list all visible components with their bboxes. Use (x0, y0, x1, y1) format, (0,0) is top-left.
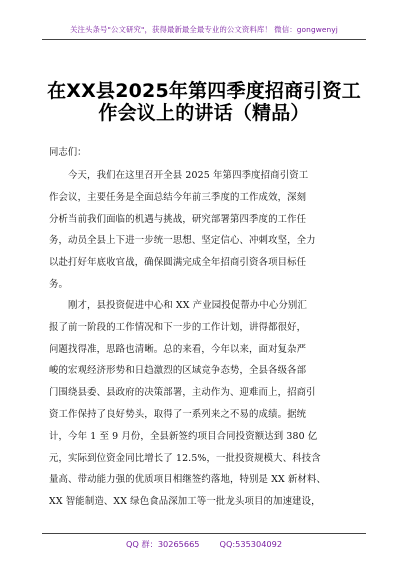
paragraph-line: 务，动员全县上下进一步统一思想、坚定信心、冲刺攻坚，全力 (49, 235, 316, 247)
footer-divider (42, 533, 366, 534)
document-title (40, 80, 368, 124)
paragraph-line: 务。 (49, 278, 69, 290)
paragraph-line: 报了前一阶段的工作情况和下一步的工作计划，讲得都很好， (49, 321, 307, 333)
paragraph-line: 分析当前我们面临的机遇与挑战，研究部署第四季度的工作任 (49, 213, 307, 225)
paragraph-line: 今天，我们在这里召开全县 2025 年第四季度招商引资工 (68, 170, 309, 181)
footer-contacts (0, 539, 408, 550)
document-title-line: 在XX县2025年第四季度招商引资工 (47, 80, 361, 102)
paragraph-line: XX 智能制造、XX 绿色食品深加工等一批龙头项目的加速建设， (49, 496, 321, 508)
paragraph-line: 量高、带动能力强的优质项目相继签约落地，特别是 XX 新材料、 (49, 474, 327, 486)
footer-qq-group: QQ 群：30265665 (125, 539, 200, 549)
salutation: 同志们： (49, 147, 87, 158)
header-divider (42, 39, 366, 40)
paragraph-line: 资工作保持了良好势头，取得了一系列来之不易的成绩。据统 (49, 408, 307, 420)
paragraph-line: 门围绕县委、县政府的决策部署，主动作为、迎难而上，招商引 (49, 387, 316, 399)
paragraph-opening (49, 165, 359, 296)
paragraph-line: 刚才，县投资促进中心和 XX 产业园投促帮办中心分别汇 (68, 300, 307, 311)
footer-qq-number: QQ:535304092 (219, 539, 283, 549)
header-banner: 关注头条号"公文研究"，获得最新最全最专业的公文资料库！ 微信：gongwenyj (70, 25, 338, 34)
paragraph-line: 元，实际到位资金同比增长了 12.5%，一批投资规模大、科技含 (49, 452, 321, 464)
paragraph-line: 问题找得准，思路也清晰。总的来看，今年以来，面对复杂严 (49, 343, 307, 355)
document-title-line: 作会议上的讲话（精品） (98, 102, 310, 124)
paragraph-line: 作会议，主要任务是全面总结今年前三季度的工作成效，深刻 (49, 191, 307, 203)
paragraph-review (49, 295, 359, 513)
paragraph-line: 峻的宏观经济形势和日趋激烈的区域竞争态势，全县各级各部 (49, 365, 307, 377)
paragraph-line: 以赴打好年底收官战，确保圆满完成全年招商引资各项目标任 (49, 257, 307, 269)
paragraph-line: 计，今年 1 至 9 月份，全县新签约项目合同投资额达到 380 亿 (49, 430, 318, 442)
